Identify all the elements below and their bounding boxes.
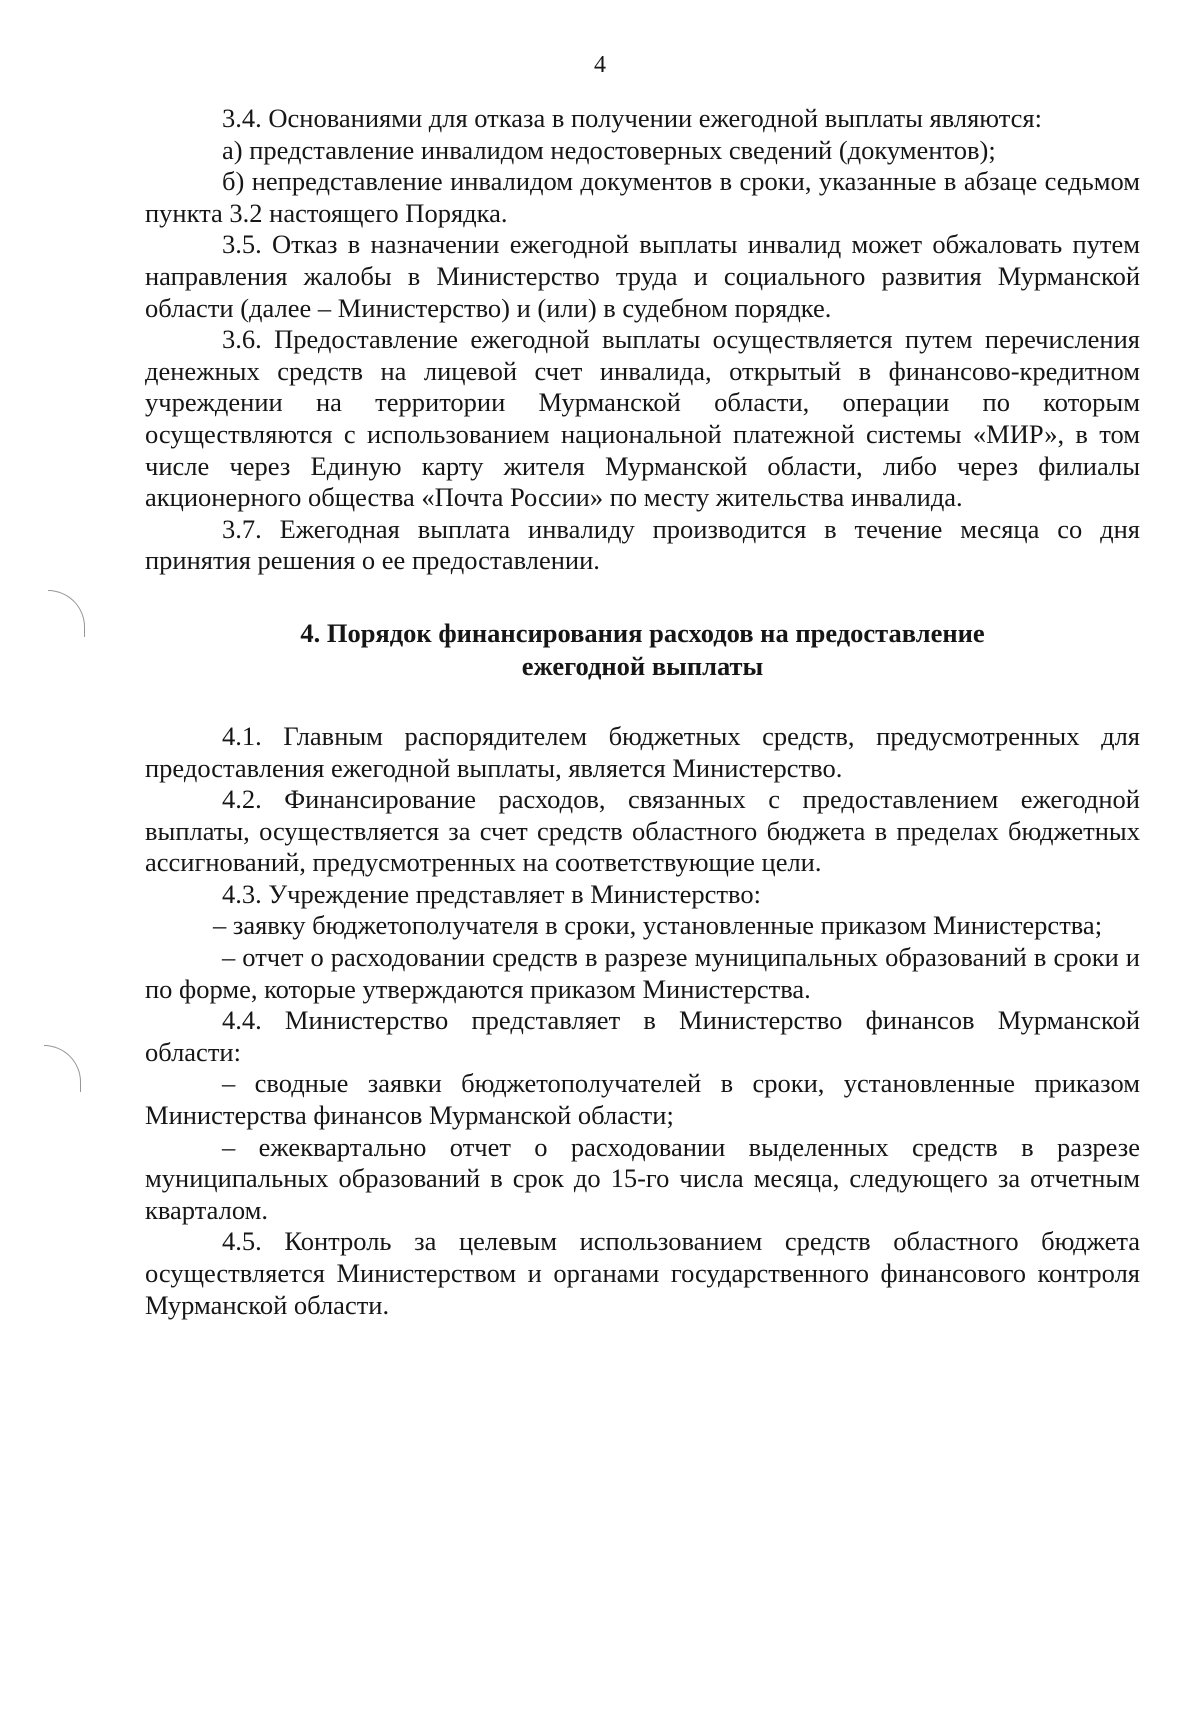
- section-4-heading: [145, 617, 1140, 683]
- document-body: [145, 103, 1140, 1321]
- paragraph-4-4-item-1: – сводные заявки бюджетополучателей в сроки, установленные приказом Министерства финансов Мурманской области;: [145, 1068, 1140, 1131]
- page-number: 4: [594, 52, 606, 78]
- section-4-heading-line2: ежегодной выплаты: [521, 650, 764, 681]
- paragraph-3-7: 3.7. Ежегодная выплата инвалиду производится в течение месяца со дня принятия решения о ее предоставлении.: [145, 513, 1140, 576]
- section-4-heading-line1: 4. Порядок финансирования расходов на предоставление: [300, 617, 985, 648]
- paragraph-3-4: 3.4. Основаниями для отказа в получении ежегодной выплаты являются:: [222, 103, 1042, 133]
- paragraph-3-4-b: б) непредставление инвалидом документов в сроки, указанные в абзаце седьмом пункта 3.2 настоящего Порядка.: [145, 166, 1140, 228]
- paragraph-4-3-item-1: – заявку бюджетополучателя в сроки, установленные приказом Министерства;: [213, 910, 1103, 941]
- paragraph-3-6: 3.6. Предоставление ежегодной выплаты осуществляется путем перечисления денежных средств на лицевой счет инвалида, открытый в финансово-кредитном учреждении на территории Мурманской области, операции по которым осуществляются с использованием национальной платежной системы «МИР», в том числе через Единую карту жителя Мурманской области, либо через филиалы акционерного общества «Почта России» по месту жительства инвалида.: [145, 324, 1140, 513]
- paragraph-4-4: 4.4. Министерство представляет в Министерство финансов Мурманской области:: [145, 1005, 1140, 1067]
- paragraph-4-3: 4.3. Учреждение представляет в Министерство:: [222, 878, 761, 909]
- paragraph-4-4-item-2: – ежеквартально отчет о расходовании выделенных средств в разрезе муниципальных образований в срок до 15-го числа месяца, следующего за отчетным кварталом.: [145, 1131, 1140, 1225]
- punch-hole-mark: [48, 590, 85, 637]
- punch-hole-mark: [44, 1045, 81, 1092]
- paragraph-3-4-a: а) представление инвалидом недостоверных сведений (документов);: [222, 134, 996, 165]
- paragraph-3-5: 3.5. Отказ в назначении ежегодной выплаты инвалид может обжаловать путем направления жалобы в Министерство труда и социального развития Мурманской области (далее – Министерство) и (или) в судебном порядке.: [145, 229, 1140, 323]
- paragraph-4-2: 4.2. Финансирование расходов, связанных с предоставлением ежегодной выплаты, осуществляется за счет средств областного бюджета в пределах бюджетных ассигнований, предусмотренных на соответствующие цели.: [145, 784, 1140, 878]
- paragraph-4-5: 4.5. Контроль за целевым использованием средств областного бюджета осуществляется Министерством и органами государственного финансового контроля Мурманской области.: [145, 1226, 1140, 1320]
- paragraph-4-1: 4.1. Главным распорядителем бюджетных средств, предусмотренных для предоставления ежегодной выплаты, является Министерство.: [145, 720, 1140, 783]
- paragraph-4-3-item-2: – отчет о расходовании средств в разрезе муниципальных образований в сроки и по форме, которые утверждаются приказом Министерства.: [145, 942, 1140, 1004]
